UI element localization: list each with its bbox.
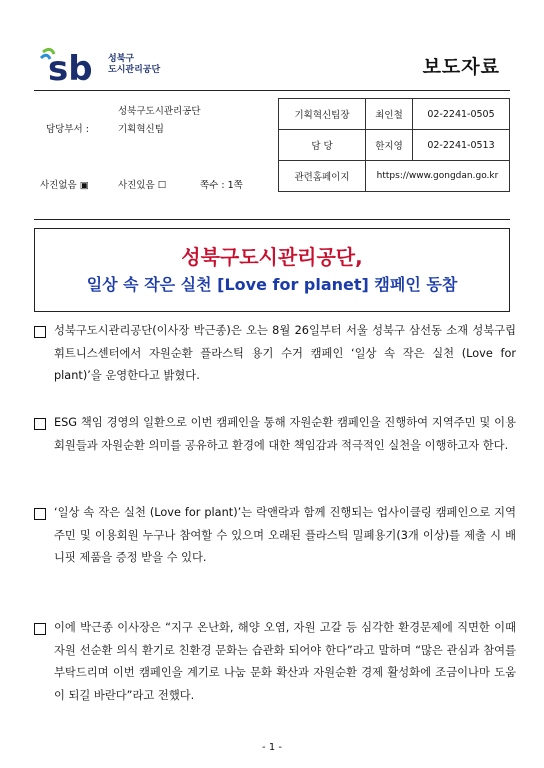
org-name: 성북구도시관리공단 xyxy=(118,106,201,117)
contact-name: 최인철 xyxy=(366,99,413,130)
mid-divider xyxy=(34,219,510,220)
headline-box xyxy=(34,228,510,312)
logo-text-line2: 도시관리공단 xyxy=(108,65,161,75)
logo-text-line1: 성북구 xyxy=(108,54,135,64)
checkbox-bullet-icon xyxy=(34,418,46,430)
checkbox-bullet-icon xyxy=(34,326,46,338)
headline-subtitle: 일상 속 작은 실천 [Love for planet] 캠페인 동참 xyxy=(86,275,458,294)
photo-exists: 사진있음 ☐ xyxy=(118,180,167,191)
dept-label: 담당부서 : xyxy=(46,124,89,135)
paragraph-2 xyxy=(34,412,516,457)
logo-text xyxy=(108,54,160,76)
logo xyxy=(38,44,168,84)
contact-table xyxy=(278,98,510,192)
paragraph-3 xyxy=(34,502,516,570)
top-divider xyxy=(34,90,510,91)
homepage-link[interactable]: https://www.gongdan.go.kr xyxy=(366,161,510,192)
contact-row xyxy=(279,130,510,161)
svg-text:sb: sb xyxy=(48,49,93,84)
team-name: 기획혁신팀 xyxy=(118,124,164,135)
page-number: - 1 - xyxy=(262,742,282,753)
contact-row xyxy=(279,99,510,130)
contact-label: 담 당 xyxy=(279,130,366,161)
paragraph-text: 성북구도시관리공단(이사장 박근종)은 오는 8월 26일부터 서울 성북구 삼선동 소재 성북구립휘트니스센터에서 자원순환 플라스틱 용기 수거 캠페인 ‘일상 속 작은 실천 (Love for plant)’을 운영한다고 밝혔다. xyxy=(54,324,516,382)
checkbox-bullet-icon xyxy=(34,508,46,520)
paragraph-text: 이에 박근종 이사장은 “지구 온난화, 해양 오염, 자원 고갈 등 심각한 환경문제에 직면한 이때 자원 선순환 의식 환기로 친환경 문화는 습관화 되어야 한다”라고 말하며 “많은 관심과 참여를 부탁드리며 이번 캠페인을 계기로 나눔 문화 확산과 자원순환 경제 활성화에 조금이나마 도움이 되길 바란다”라고 전했다. xyxy=(54,621,516,702)
contact-label: 기획혁신팀장 xyxy=(279,99,366,130)
contact-row xyxy=(279,161,510,192)
checkbox-bullet-icon xyxy=(34,623,46,635)
paragraph-1 xyxy=(34,320,516,388)
contact-phone: 02-2241-0513 xyxy=(413,130,510,161)
page-count: 쪽수 : 1쪽 xyxy=(200,180,243,191)
photo-none: 사진없음 ▣ xyxy=(40,180,89,191)
contact-name: 한지영 xyxy=(366,130,413,161)
paragraph-text: ‘일상 속 작은 실천 (Love for plant)’는 락앤락과 함께 진행되는 업사이클링 캠페인으로 지역주민 및 이용회원 누구나 참여할 수 있으며 오래된 플라스틱 밀폐용기(3개 이상)를 제출 시 배니핏 제품을 증정 받을 수 있다. xyxy=(54,506,516,564)
headline-title: 성북구도시관리공단, xyxy=(181,245,363,269)
sb-logo-icon xyxy=(38,44,106,84)
contact-phone: 02-2241-0505 xyxy=(413,99,510,130)
paragraph-4 xyxy=(34,617,516,707)
paragraph-text: ESG 책임 경영의 일환으로 이번 캠페인을 통해 자원순환 캠페인을 진행하여 지역주민 및 이용 회원들과 자원순환 의미를 공유하고 환경에 대한 책임감과 적극적인 실천을 이행하고자 한다. xyxy=(54,416,516,452)
document-type: 보도자료 xyxy=(422,56,500,78)
contact-label: 관련홈페이지 xyxy=(279,161,366,192)
